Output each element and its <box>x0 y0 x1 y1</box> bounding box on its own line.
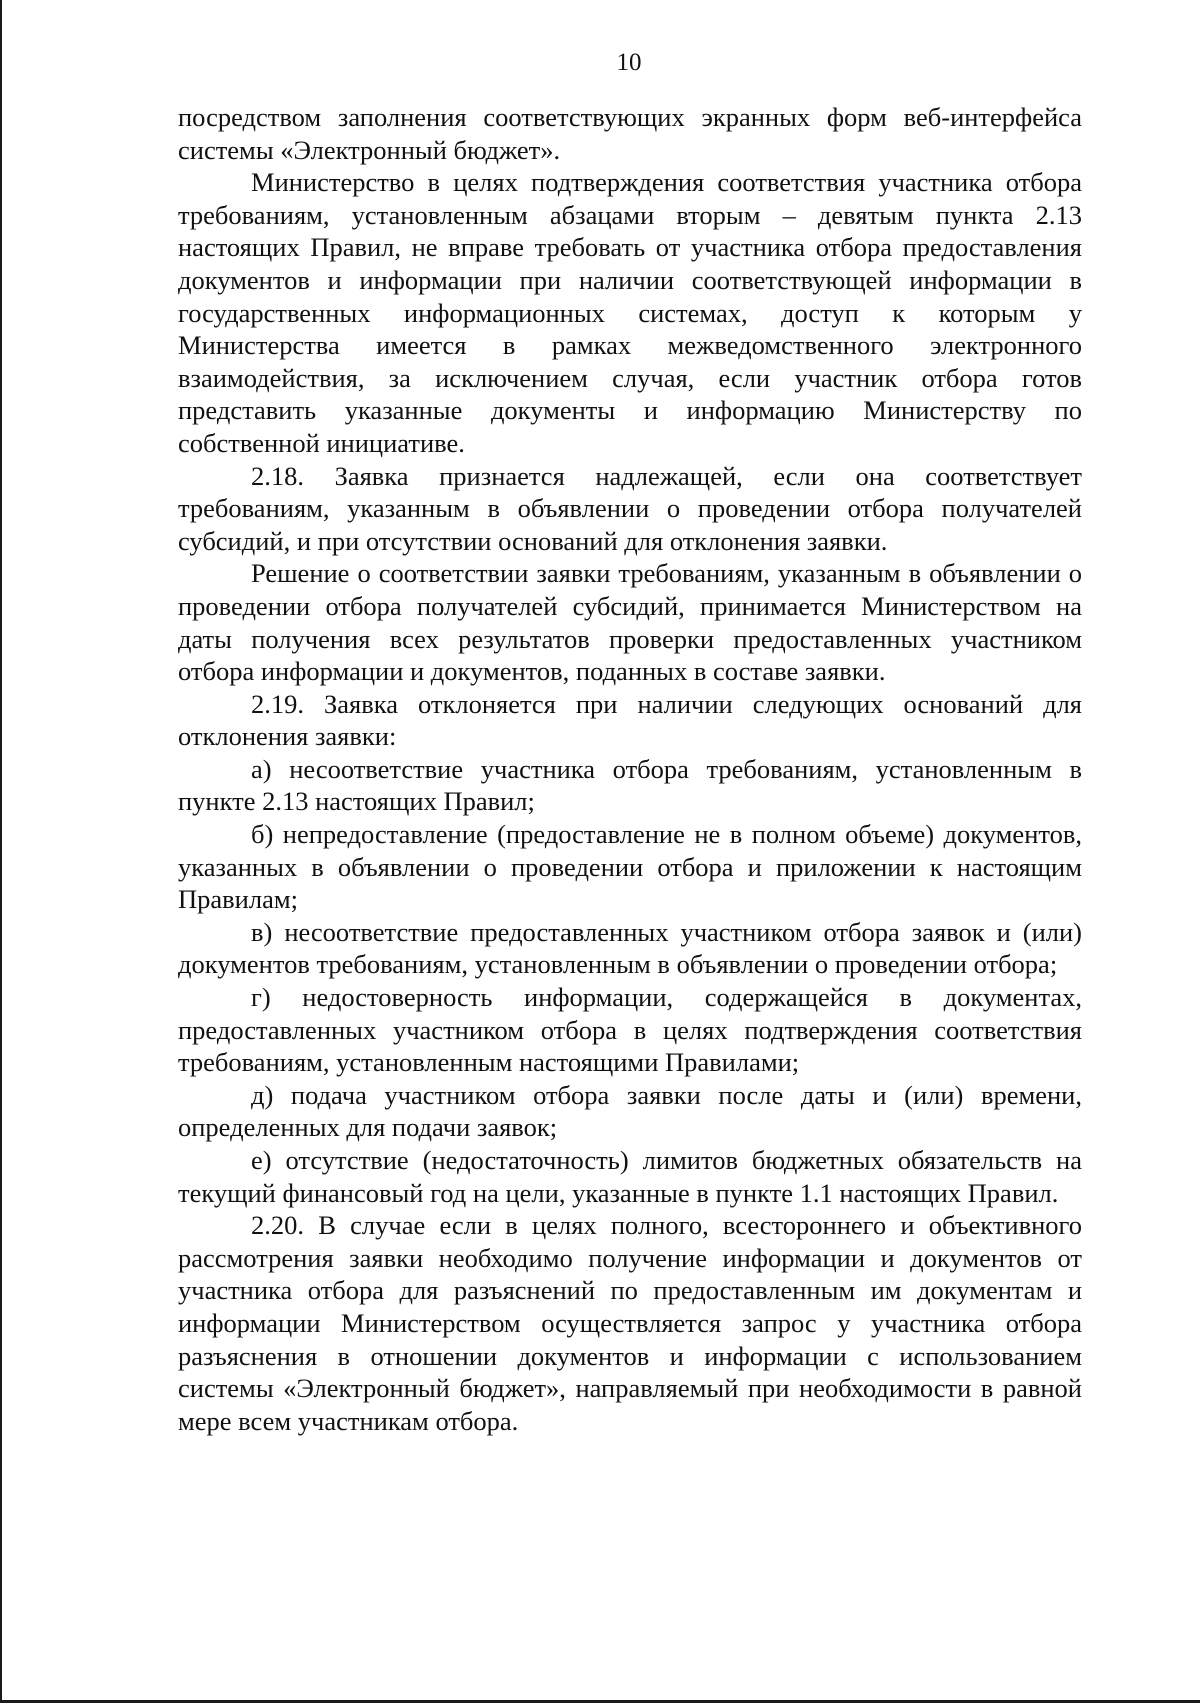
paragraph-2-18: 2.18. Заявка признается надлежащей, если она соответствует требованиям, указанным в объявлении о проведении отбора получателей субсидий, и при отсутствии оснований для отклонения заявки. <box>178 460 1082 556</box>
list-item-v: в) несоответствие предоставленных участником отбора заявок и (или) документов требованиям, установленным в объявлении о проведении отбора; <box>178 916 1082 980</box>
list-item-e: е) отсутствие (недостаточность) лимитов бюджетных обязательств на текущий финансовый год на цели, указанные в пункте 1.1 настоящих Правил. <box>178 1145 1082 1208</box>
paragraph-continuation: посредством заполнения соответствующих экранных форм веб-интерфейса системы «Электронный бюджет». <box>178 102 1082 165</box>
list-item-a: а) несоответствие участника отбора требованиям, установленным в пункте 2.13 настоящих Правил; <box>178 753 1082 817</box>
document-body <box>178 101 1082 1437</box>
paragraph-2-20: 2.20. В случае если в целях полного, всестороннего и объективного рассмотрения заявки необходимо получение информации и документов от участника отбора для разъяснений по предоставленным им документам и информации Министерством осуществляется запрос у участника отбора разъяснения в отношении документов и информации с использованием системы «Электронный бюджет», направляемый при необходимости в равной мере всем участникам отбора. <box>178 1210 1082 1436</box>
list-item-g: г) недостоверность информации, содержащейся в документах, предоставленных участником отбора в целях подтверждения соответствия требованиям, установленным настоящими Правилами; <box>178 982 1082 1078</box>
list-item-d: д) подача участником отбора заявки после даты и (или) времени, определенных для подачи заявок; <box>178 1079 1082 1143</box>
scan-edge-left <box>0 0 2 1703</box>
paragraph-2-19: 2.19. Заявка отклоняется при наличии следующих оснований для отклонения заявки: <box>178 688 1082 752</box>
paragraph-decision: Решение о соответствии заявки требованиям, указанным в объявлении о проведении отбора получателей субсидий, принимается Министерством на даты получения всех результатов проверки предоставленных участником отбора информации и документов, поданных в составе заявки. <box>178 558 1082 687</box>
list-item-b: б) непредоставление (предоставление не в полном объеме) документов, указанных в объявлении о проведении отбора и приложении к настоящим Правилам; <box>178 819 1082 915</box>
page-number: 10 <box>616 49 642 76</box>
paragraph-ministry-verification: Министерство в целях подтверждения соответствия участника отбора требованиям, установленным абзацами вторым – девятым пункта 2.13 настоящих Правил, не вправе требовать от участника отбора предоставления документов и информации при наличии соответствующей информации в государственных информационных системах, доступ к которым у Министерства имеется в рамках межведомственного электронного взаимодействия, за исключением случая, если участник отбора готов представить указанные документы и информацию Министерству по собственной инициативе. <box>178 167 1082 458</box>
